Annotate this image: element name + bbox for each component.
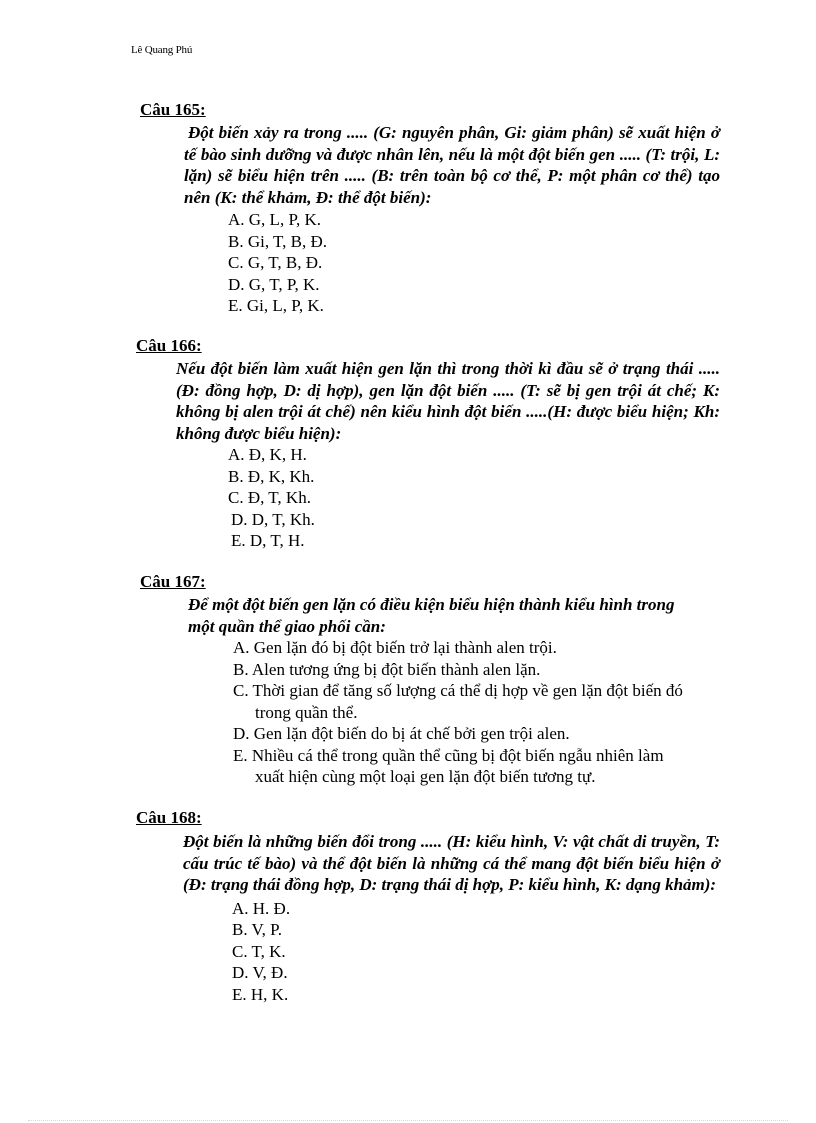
- option-e: E. H, K.: [232, 984, 289, 1004]
- option-c: C. T, K.: [232, 941, 286, 961]
- option-c: C. Đ, T, Kh.: [228, 488, 311, 507]
- question-stem: Đột biến xảy ra trong ..... (G: nguyên phân, Gi: giảm phân) sẽ xuất hiện ở tế bào sinh dưỡng và được nhân lên, nếu là một đột biến gen ..... (T: trội, L: lặn) sẽ biểu hiện trên ..... (B: trên toàn bộ cơ thể, P: một phân cơ thể) tạo nên (K: thể khảm, Đ: thể đột biến):: [184, 123, 720, 207]
- question-168: [136, 808, 720, 1005]
- question-title: Câu 167:: [140, 572, 206, 591]
- option-e: E. Gi, L, P, K.: [228, 296, 324, 315]
- option-list: [232, 898, 720, 1006]
- option-e: E. D, T, H.: [231, 531, 305, 550]
- option-d: D. D, T, Kh.: [231, 509, 315, 529]
- option-b: B. Alen tương ứng bị đột biến thành alen lặn.: [233, 659, 541, 679]
- question-title: Câu 166:: [136, 336, 202, 355]
- page-bottom-divider: [28, 1120, 788, 1121]
- option-list: [228, 444, 720, 552]
- option-list: [233, 637, 693, 788]
- question-title: Câu 165:: [140, 100, 206, 119]
- option-a: A. Gen lặn đó bị đột biến trở lại thành alen trội.: [233, 638, 557, 657]
- option-c: C. Thời gian để tăng số lượng cá thể dị hợp về gen lặn đột biến đó trong quần thể.: [233, 681, 683, 722]
- question-166: [136, 336, 720, 552]
- option-a: A. Đ, K, H.: [228, 445, 307, 464]
- option-a: A. H. Đ.: [232, 898, 291, 918]
- option-e: E. Nhiều cá thể trong quần thể cũng bị đột biến ngẫu nhiên làm xuất hiện cùng một loại gen lặn đột biến tương tự.: [233, 745, 664, 786]
- question-167: [140, 572, 700, 788]
- page-header-author: Lê Quang Phú: [131, 44, 193, 56]
- option-b: B. V, P.: [232, 920, 282, 939]
- option-d: D. V, Đ.: [232, 963, 288, 982]
- question-stem: Nếu đột biến làm xuất hiện gen lặn thì trong thời kì đầu sẽ ở trạng thái ..... (Đ: đồng hợp, D: dị hợp), gen lặn đột biến ..... (T: sẽ bị gen trội át chế; K: không bị alen trội át chế) nên kiểu hình đột biến .....(H: được biểu hiện; Kh: không được biểu hiện):: [176, 359, 720, 443]
- option-b: B. Gi, T, B, Đ.: [228, 231, 328, 251]
- option-list: [228, 209, 720, 317]
- option-d: D. Gen lặn đột biến do bị át chế bởi gen trội alen.: [233, 724, 570, 743]
- option-b: B. Đ, K, Kh.: [228, 466, 315, 486]
- question-stem: Để một đột biến gen lặn có điều kiện biểu hiện thành kiểu hình trong một quần thể giao phối cần:: [188, 595, 675, 636]
- option-d: D. G, T, P, K.: [228, 274, 320, 294]
- option-a: A. G, L, P, K.: [228, 210, 322, 229]
- option-c: C. G, T, B, Đ.: [228, 253, 323, 272]
- question-165: [140, 100, 720, 317]
- question-stem: Đột biến là những biến đổi trong ..... (H: kiểu hình, V: vật chất di truyền, T: cấu trúc tế bào) và thể đột biến là những cá thể mang đột biến biểu hiện ở (Đ: trạng thái đồng hợp, D: trạng thái dị hợp, P: kiểu hình, K: dạng khảm):: [183, 832, 720, 894]
- question-title: Câu 168:: [136, 808, 202, 827]
